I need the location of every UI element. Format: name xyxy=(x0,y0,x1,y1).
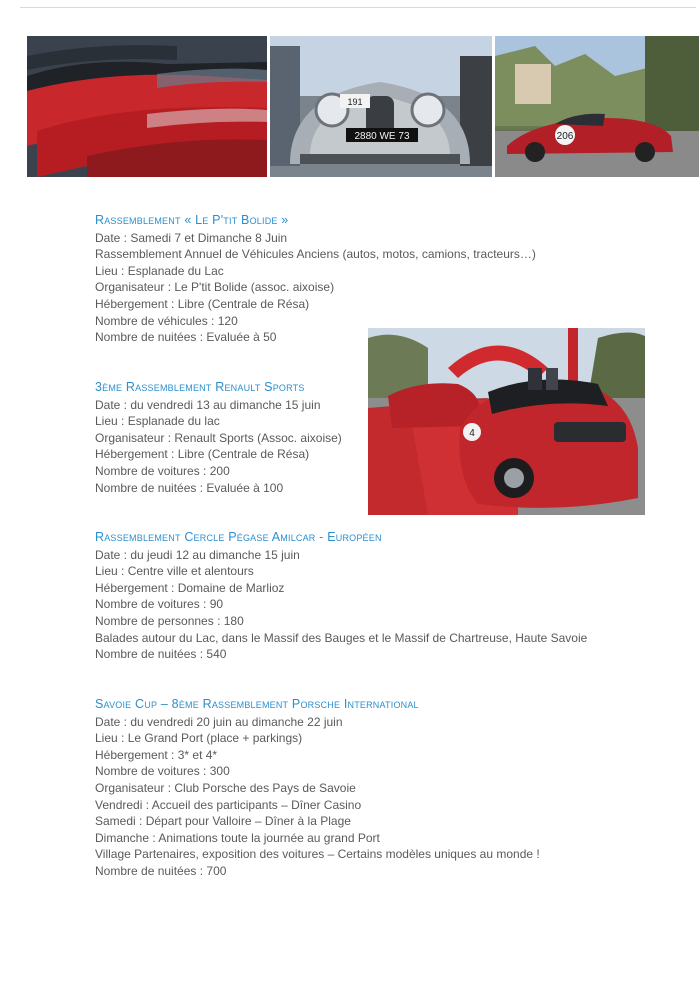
event-location: Lieu : Le Grand Port (place + parkings) xyxy=(95,731,303,746)
banner-photo-red-sports-cars xyxy=(27,36,267,177)
banner-photo-red-etype xyxy=(495,36,699,177)
event-title: Savoie Cup – 8ème Rassemblement Porsche International xyxy=(95,697,419,711)
top-rule xyxy=(20,7,696,8)
event-location: Lieu : Centre ville et alentours xyxy=(95,564,254,579)
banner-photo-vintage-jaguar xyxy=(270,36,492,177)
event-nights: Nombre de nuitées : Evaluée à 100 xyxy=(95,480,284,495)
photo-red-porsches-on-carpet xyxy=(368,328,645,515)
event-savoie-cup-porsche xyxy=(95,696,540,880)
event-accommodation: Hébergement : Libre (Centrale de Résa) xyxy=(95,296,310,311)
side-photo-race-number: 4 xyxy=(469,428,475,439)
banner-photo-strip xyxy=(27,36,699,177)
event-schedule-saturday: Samedi : Départ pour Valloire – Dîner à la Plage xyxy=(95,814,351,829)
event-title: 3ème Rassemblement Renault Sports xyxy=(95,380,305,394)
event-vehicle-count: Nombre de voitures : 200 xyxy=(95,463,230,478)
event-vehicle-count: Nombre de véhicules : 120 xyxy=(95,313,238,328)
event-nights: Nombre de nuitées : 700 xyxy=(95,863,227,878)
event-le-ptit-bolide xyxy=(95,212,536,346)
event-date: Date : du jeudi 12 au dimanche 15 juin xyxy=(95,547,300,562)
event-date: Date : du vendredi 13 au dimanche 15 juin xyxy=(95,397,321,412)
banner-race-number-191: 191 xyxy=(347,97,363,107)
event-organizer: Organisateur : Le P'tit Bolide (assoc. aixoise) xyxy=(95,280,335,295)
event-renault-sports xyxy=(95,379,342,496)
event-title: Rassemblement « Le P'tit Bolide » xyxy=(95,213,289,227)
banner-license-plate: 2880 WE 73 xyxy=(354,131,410,142)
event-location: Lieu : Esplanade du lac xyxy=(95,414,220,429)
event-schedule-friday: Vendredi : Accueil des participants – Dîner Casino xyxy=(95,797,362,812)
event-nights: Nombre de nuitées : Evaluée à 50 xyxy=(95,330,277,345)
event-schedule-sunday: Dimanche : Animations toute la journée au grand Port xyxy=(95,830,380,845)
event-description: Balades autour du Lac, dans le Massif des Bauges et le Massif de Chartreuse, Haute Savoie xyxy=(95,630,588,645)
event-accommodation: Hébergement : Libre (Centrale de Résa) xyxy=(95,447,310,462)
event-date: Date : du vendredi 20 juin au dimanche 22 juin xyxy=(95,714,343,729)
event-partner-village: Village Partenaires, exposition des voitures – Certains modèles uniques au monde ! xyxy=(95,847,540,862)
event-description: Rassemblement Annuel de Véhicules Anciens (autos, motos, camions, tracteurs…) xyxy=(95,247,536,262)
event-organizer: Organisateur : Club Porsche des Pays de Savoie xyxy=(95,780,356,795)
event-title: Rassemblement Cercle Pégase Amilcar - Européen xyxy=(95,530,382,544)
event-accommodation: Hébergement : 3* et 4* xyxy=(95,747,218,762)
event-cercle-pegase-amilcar xyxy=(95,529,587,663)
event-vehicle-count: Nombre de voitures : 90 xyxy=(95,597,224,612)
event-nights: Nombre de nuitées : 540 xyxy=(95,647,227,662)
event-person-count: Nombre de personnes : 180 xyxy=(95,613,244,628)
event-date: Date : Samedi 7 et Dimanche 8 Juin xyxy=(95,230,288,245)
event-organizer: Organisateur : Renault Sports (Assoc. aixoise) xyxy=(95,430,342,445)
banner-race-number-206: 206 xyxy=(556,131,574,142)
event-location: Lieu : Esplanade du Lac xyxy=(95,263,224,278)
event-vehicle-count: Nombre de voitures : 300 xyxy=(95,764,230,779)
event-accommodation: Hébergement : Domaine de Marlioz xyxy=(95,580,285,595)
